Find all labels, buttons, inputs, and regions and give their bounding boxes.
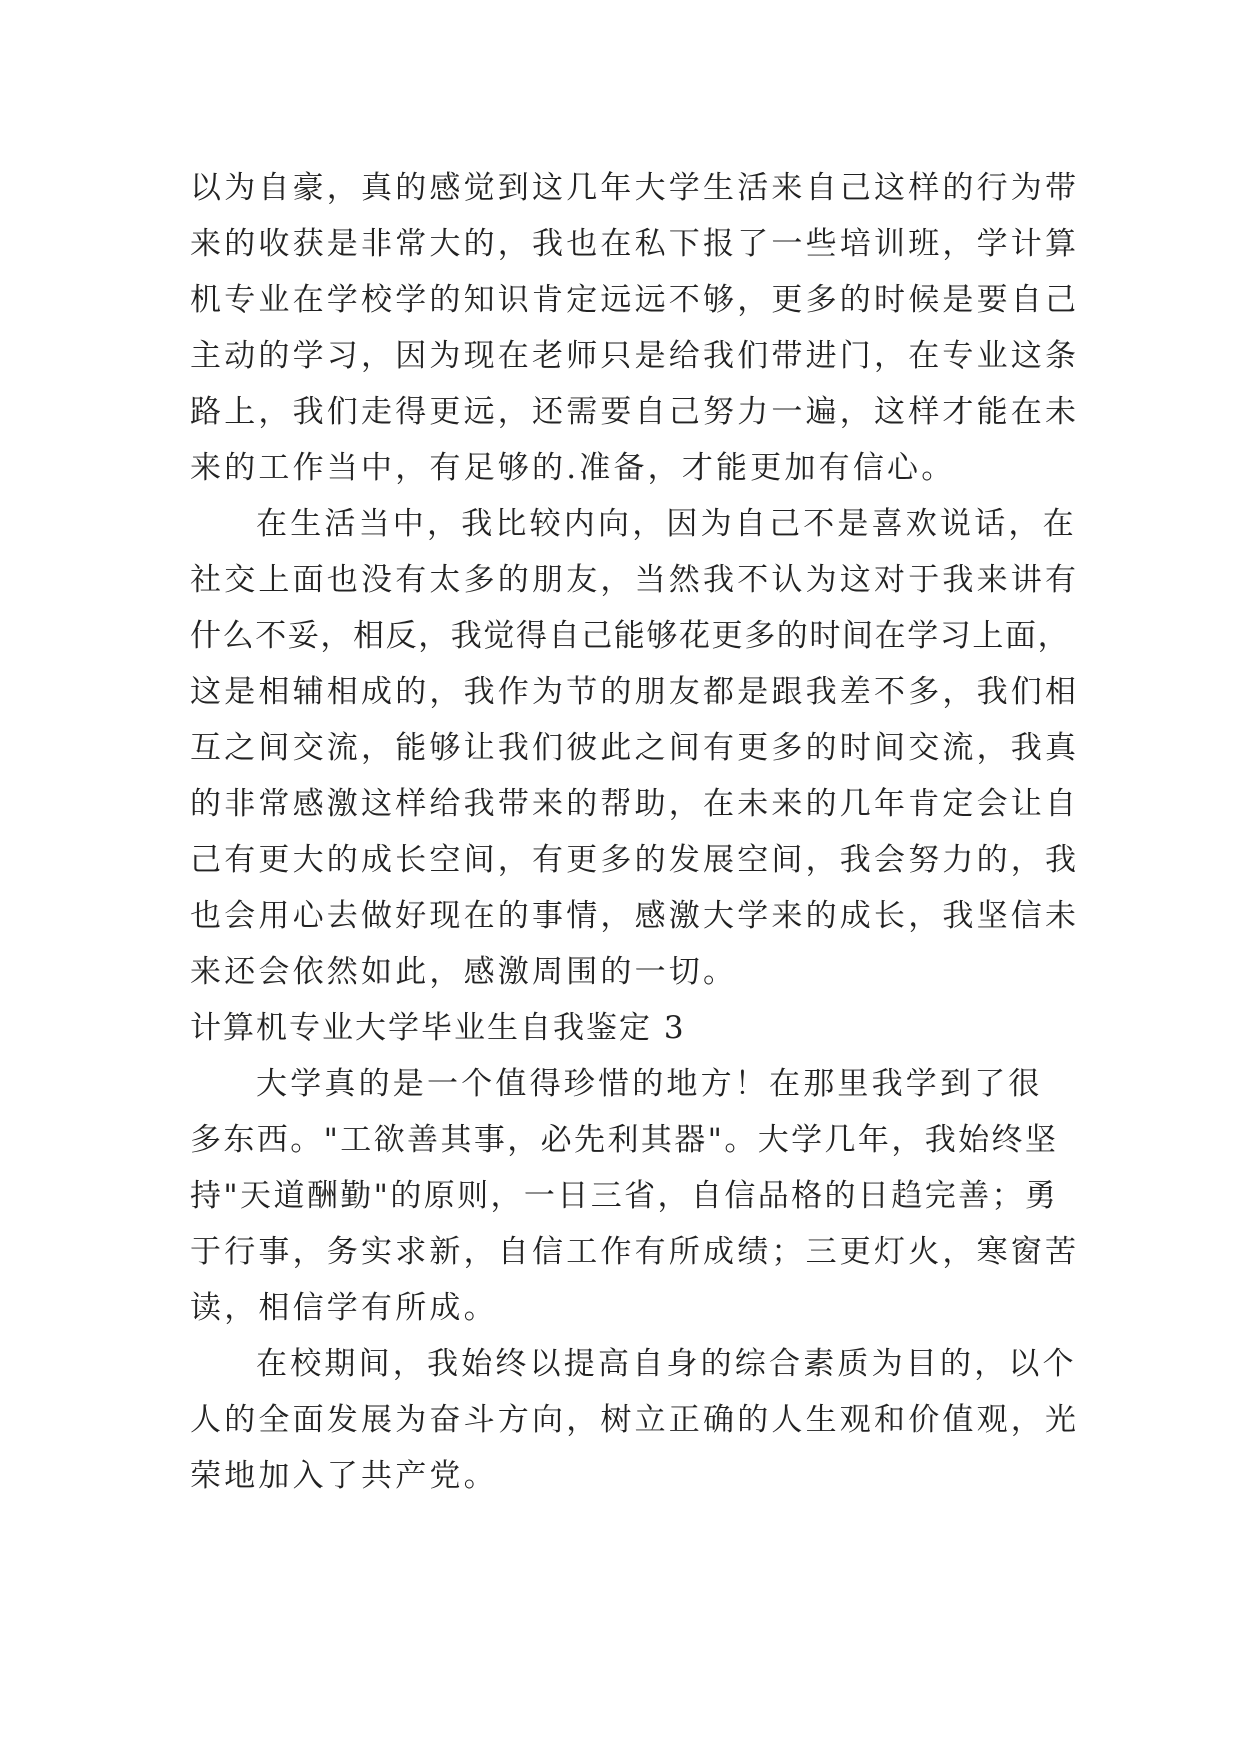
paragraph-3-line: 持"天道酬勤"的原则，一日三省，自信品格的日趋完善；勇 [190, 1178, 1059, 1214]
paragraph-2-line: 的非常感激这样给我带来的帮助，在未来的几年肯定会让自 [190, 786, 1080, 822]
paragraph-1-line: 来的收获是非常大的，我也在私下报了一些培训班，学计算 [190, 226, 1080, 262]
paragraph-3-line: 读，相信学有所成。 [190, 1290, 498, 1326]
section-heading: 计算机专业大学毕业生自我鉴定 3 [190, 1010, 686, 1046]
paragraph-1-line: 机专业在学校学的知识肯定远远不够，更多的时候是要自己 [190, 282, 1080, 318]
paragraph-1-line: 以为自豪，真的感觉到这几年大学生活来自己这样的行为带 [190, 170, 1080, 206]
paragraph-1 [190, 160, 1080, 496]
paragraph-4-line: 荣地加入了共产党。 [190, 1458, 498, 1494]
paragraph-3 [190, 1056, 1080, 1336]
paragraph-1-line: 主动的学习，因为现在老师只是给我们带进门，在专业这条 [190, 338, 1080, 374]
paragraph-4-line: 在校期间，我始终以提高自身的综合素质为目的，以个 [256, 1346, 1077, 1382]
paragraph-3-line: 大学真的是一个值得珍惜的地方！在那里我学到了很 [256, 1066, 1043, 1102]
paragraph-2-line: 也会用心去做好现在的事情，感激大学来的成长，我坚信未 [190, 898, 1080, 934]
paragraph-3-line: 于行事，务实求新，自信工作有所成绩；三更灯火，寒窗苦 [190, 1234, 1080, 1270]
document-body [190, 160, 1080, 1504]
paragraph-4-line: 人的全面发展为奋斗方向，树立正确的人生观和价值观，光 [190, 1402, 1080, 1438]
paragraph-2-line: 来还会依然如此，感激周围的一切。 [190, 954, 738, 990]
paragraph-2-line: 什么不妥，相反，我觉得自己能够花更多的时间在学习上面， [190, 618, 1071, 654]
paragraph-2-line: 在生活当中，我比较内向，因为自己不是喜欢说话，在 [256, 506, 1077, 542]
paragraph-2-line: 己有更大的成长空间，有更多的发展空间，我会努力的，我 [190, 842, 1080, 878]
paragraph-4 [190, 1336, 1080, 1504]
paragraph-1-line: 路上，我们走得更远，还需要自己努力一遍，这样才能在未 [190, 394, 1080, 430]
paragraph-2 [190, 496, 1080, 1000]
paragraph-1-line: 来的工作当中，有足够的.准备，才能更加有信心。 [190, 450, 956, 486]
paragraph-2-line: 互之间交流，能够让我们彼此之间有更多的时间交流，我真 [190, 730, 1080, 766]
paragraph-2-line: 这是相辅相成的，我作为节的朋友都是跟我差不多，我们相 [190, 674, 1080, 710]
paragraph-3-line: 多东西。"工欲善其事，必先利其器"。大学几年，我始终坚 [190, 1122, 1059, 1158]
paragraph-2-line: 社交上面也没有太多的朋友，当然我不认为这对于我来讲有 [190, 562, 1080, 598]
